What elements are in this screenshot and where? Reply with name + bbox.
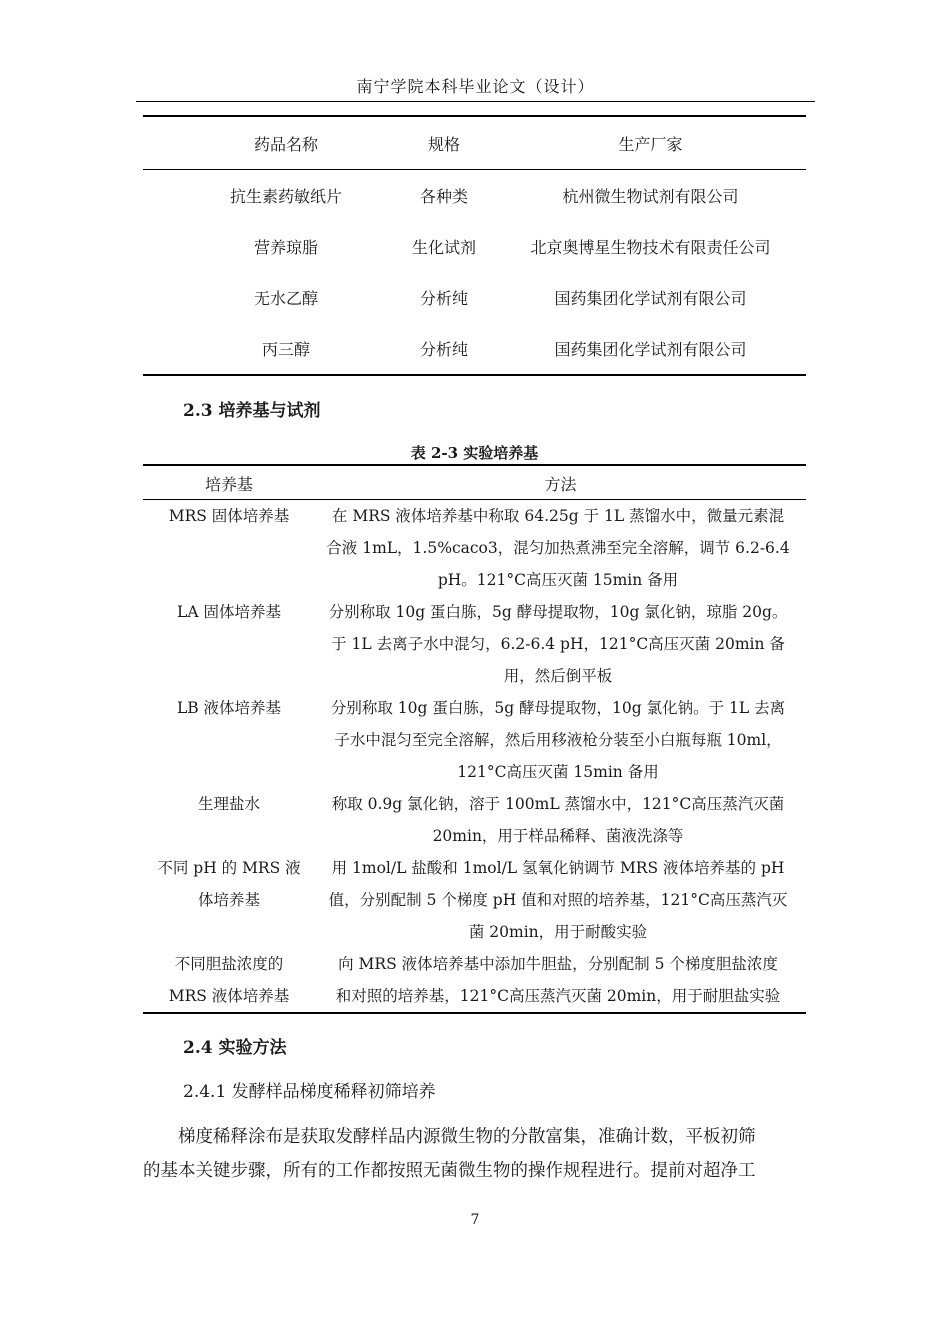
cell-method-line: 向 MRS 液体培养基中添加牛胆盐，分别配制 5 个梯度胆盐浓度: [338, 955, 778, 973]
cell-method-line: 在 MRS 液体培养基中称取 64.25g 于 1L 蒸馏水中，微量元素混: [331, 507, 785, 525]
cell-medium-line: 不同胆盐浓度的: [174, 955, 284, 973]
cell-medium: [143, 500, 315, 532]
cell-drug-name: 丙三醇: [261, 340, 310, 359]
cell-manufacturer: 国药集团化学试剂有限公司: [554, 289, 747, 308]
cell-method-line: 用 1mol/L 盐酸和 1mol/L 氢氧化钠调节 MRS 液体培养基的 pH: [331, 859, 785, 877]
cell-method-line: 子水中混匀至完全溶解，然后用移液枪分装至小白瓶每瓶 10ml，: [334, 731, 782, 749]
cell-method-line: 分别称取 10g 蛋白胨，5g 酵母提取物，10g 氯化钠。于 1L 去离: [330, 699, 786, 717]
cell-manufacturer: 杭州微生物试剂有限公司: [562, 187, 739, 206]
section-heading-2-4: 2.4 实验方法: [183, 1038, 287, 1058]
cell-manufacturer: 北京奥博星生物技术有限责任公司: [530, 238, 771, 257]
cell-method-line: 用，然后倒平板: [503, 667, 613, 685]
table-row: [143, 272, 806, 323]
cell-method-line: 合液 1mL，1.5%caco3，混匀加热煮沸至完全溶解，调节 6.2-6.4: [326, 539, 790, 557]
cell-method-line: 121°C高压灭菌 15min 备用: [457, 763, 659, 781]
header-manufacturer: 生产厂家: [618, 134, 683, 154]
table-caption: 表 2-3 实验培养基: [410, 444, 539, 462]
header-rule: [136, 101, 815, 102]
body-paragraph: [143, 1120, 806, 1188]
section-heading-2-3: 2.3 培养基与试剂: [183, 401, 321, 421]
reagents-table: [143, 115, 806, 376]
page-header: 南宁学院本科毕业论文（设计）: [356, 77, 595, 96]
table-header-row: [143, 117, 806, 169]
media-table: [143, 464, 806, 1014]
cell-method-line: 20min，用于样品稀释、菌液洗涤等: [432, 827, 684, 845]
cell-drug-name: 抗生素药敏纸片: [229, 187, 342, 206]
table-row: [143, 221, 806, 272]
cell-drug-name: 营养琼脂: [253, 238, 318, 257]
cell-method-line: 分别称取 10g 蛋白胨，5g 酵母提取物，10g 氯化钠，琼脂 20g。: [328, 603, 788, 621]
cell-method: [323, 788, 793, 852]
cell-spec: 分析纯: [419, 340, 468, 359]
cell-medium-line: LA 固体培养基: [177, 603, 281, 621]
table-body: [143, 500, 806, 1012]
table-bottom-rule: [143, 1012, 806, 1014]
subsection-heading-2-4-1: 2.4.1 发酵样品梯度稀释初筛培养: [183, 1082, 436, 1102]
cell-medium: [143, 692, 315, 724]
cell-medium: [143, 788, 315, 820]
cell-method: [323, 692, 793, 788]
header-spec: 规格: [427, 134, 460, 154]
cell-medium-line: MRS 固体培养基: [168, 507, 290, 525]
table-bottom-rule: [143, 374, 806, 376]
cell-spec: 生化试剂: [411, 238, 476, 257]
header-method: 方法: [544, 475, 577, 494]
cell-medium-line: LB 液体培养基: [176, 699, 282, 717]
cell-medium-line: MRS 液体培养基: [168, 987, 290, 1005]
cell-method-line: 和对照的培养基，121°C高压蒸汽灭菌 20min，用于耐胆盐实验: [335, 987, 781, 1005]
table-row: [143, 170, 806, 221]
cell-method-line: 称取 0.9g 氯化钠，溶于 100mL 蒸馏水中，121°C高压蒸汽灭菌: [331, 795, 785, 813]
cell-method: [323, 948, 793, 1012]
table-row: [143, 323, 806, 374]
cell-spec: 分析纯: [419, 289, 468, 308]
cell-medium: [143, 596, 315, 628]
cell-medium-line: 体培养基: [197, 891, 260, 909]
cell-method: [323, 852, 793, 948]
cell-medium-line: 生理盐水: [197, 795, 260, 813]
page-number: 7: [470, 1212, 480, 1228]
cell-drug-name: 无水乙醇: [253, 289, 318, 308]
header-medium: 培养基: [204, 475, 253, 494]
table-header-row: [143, 466, 806, 499]
cell-manufacturer: 国药集团化学试剂有限公司: [554, 340, 747, 359]
paragraph-line: 梯度稀释涂布是获取发酵样品内源微生物的分散富集，准确计数，平板初筛: [178, 1127, 756, 1147]
header-drug-name: 药品名称: [253, 134, 318, 154]
cell-medium-line: 不同 pH 的 MRS 液: [157, 859, 301, 877]
cell-method-line: 于 1L 去离子水中混匀，6.2-6.4 pH，121°C高压灭菌 20min 备: [331, 635, 785, 653]
cell-method: [323, 500, 793, 596]
paragraph-line: 的基本关键步骤，所有的工作都按照无菌微生物的操作规程进行。提前对超净工: [143, 1161, 756, 1181]
cell-spec: 各种类: [419, 187, 468, 206]
cell-medium: [143, 948, 315, 1012]
cell-method: [323, 596, 793, 692]
cell-method-line: 菌 20min，用于耐酸实验: [468, 923, 648, 941]
cell-medium: [143, 852, 315, 916]
cell-method-line: pH。121°C高压灭菌 15min 备用: [437, 571, 679, 589]
cell-method-line: 值，分别配制 5 个梯度 pH 值和对照的培养基，121°C高压蒸汽灭: [328, 891, 788, 909]
